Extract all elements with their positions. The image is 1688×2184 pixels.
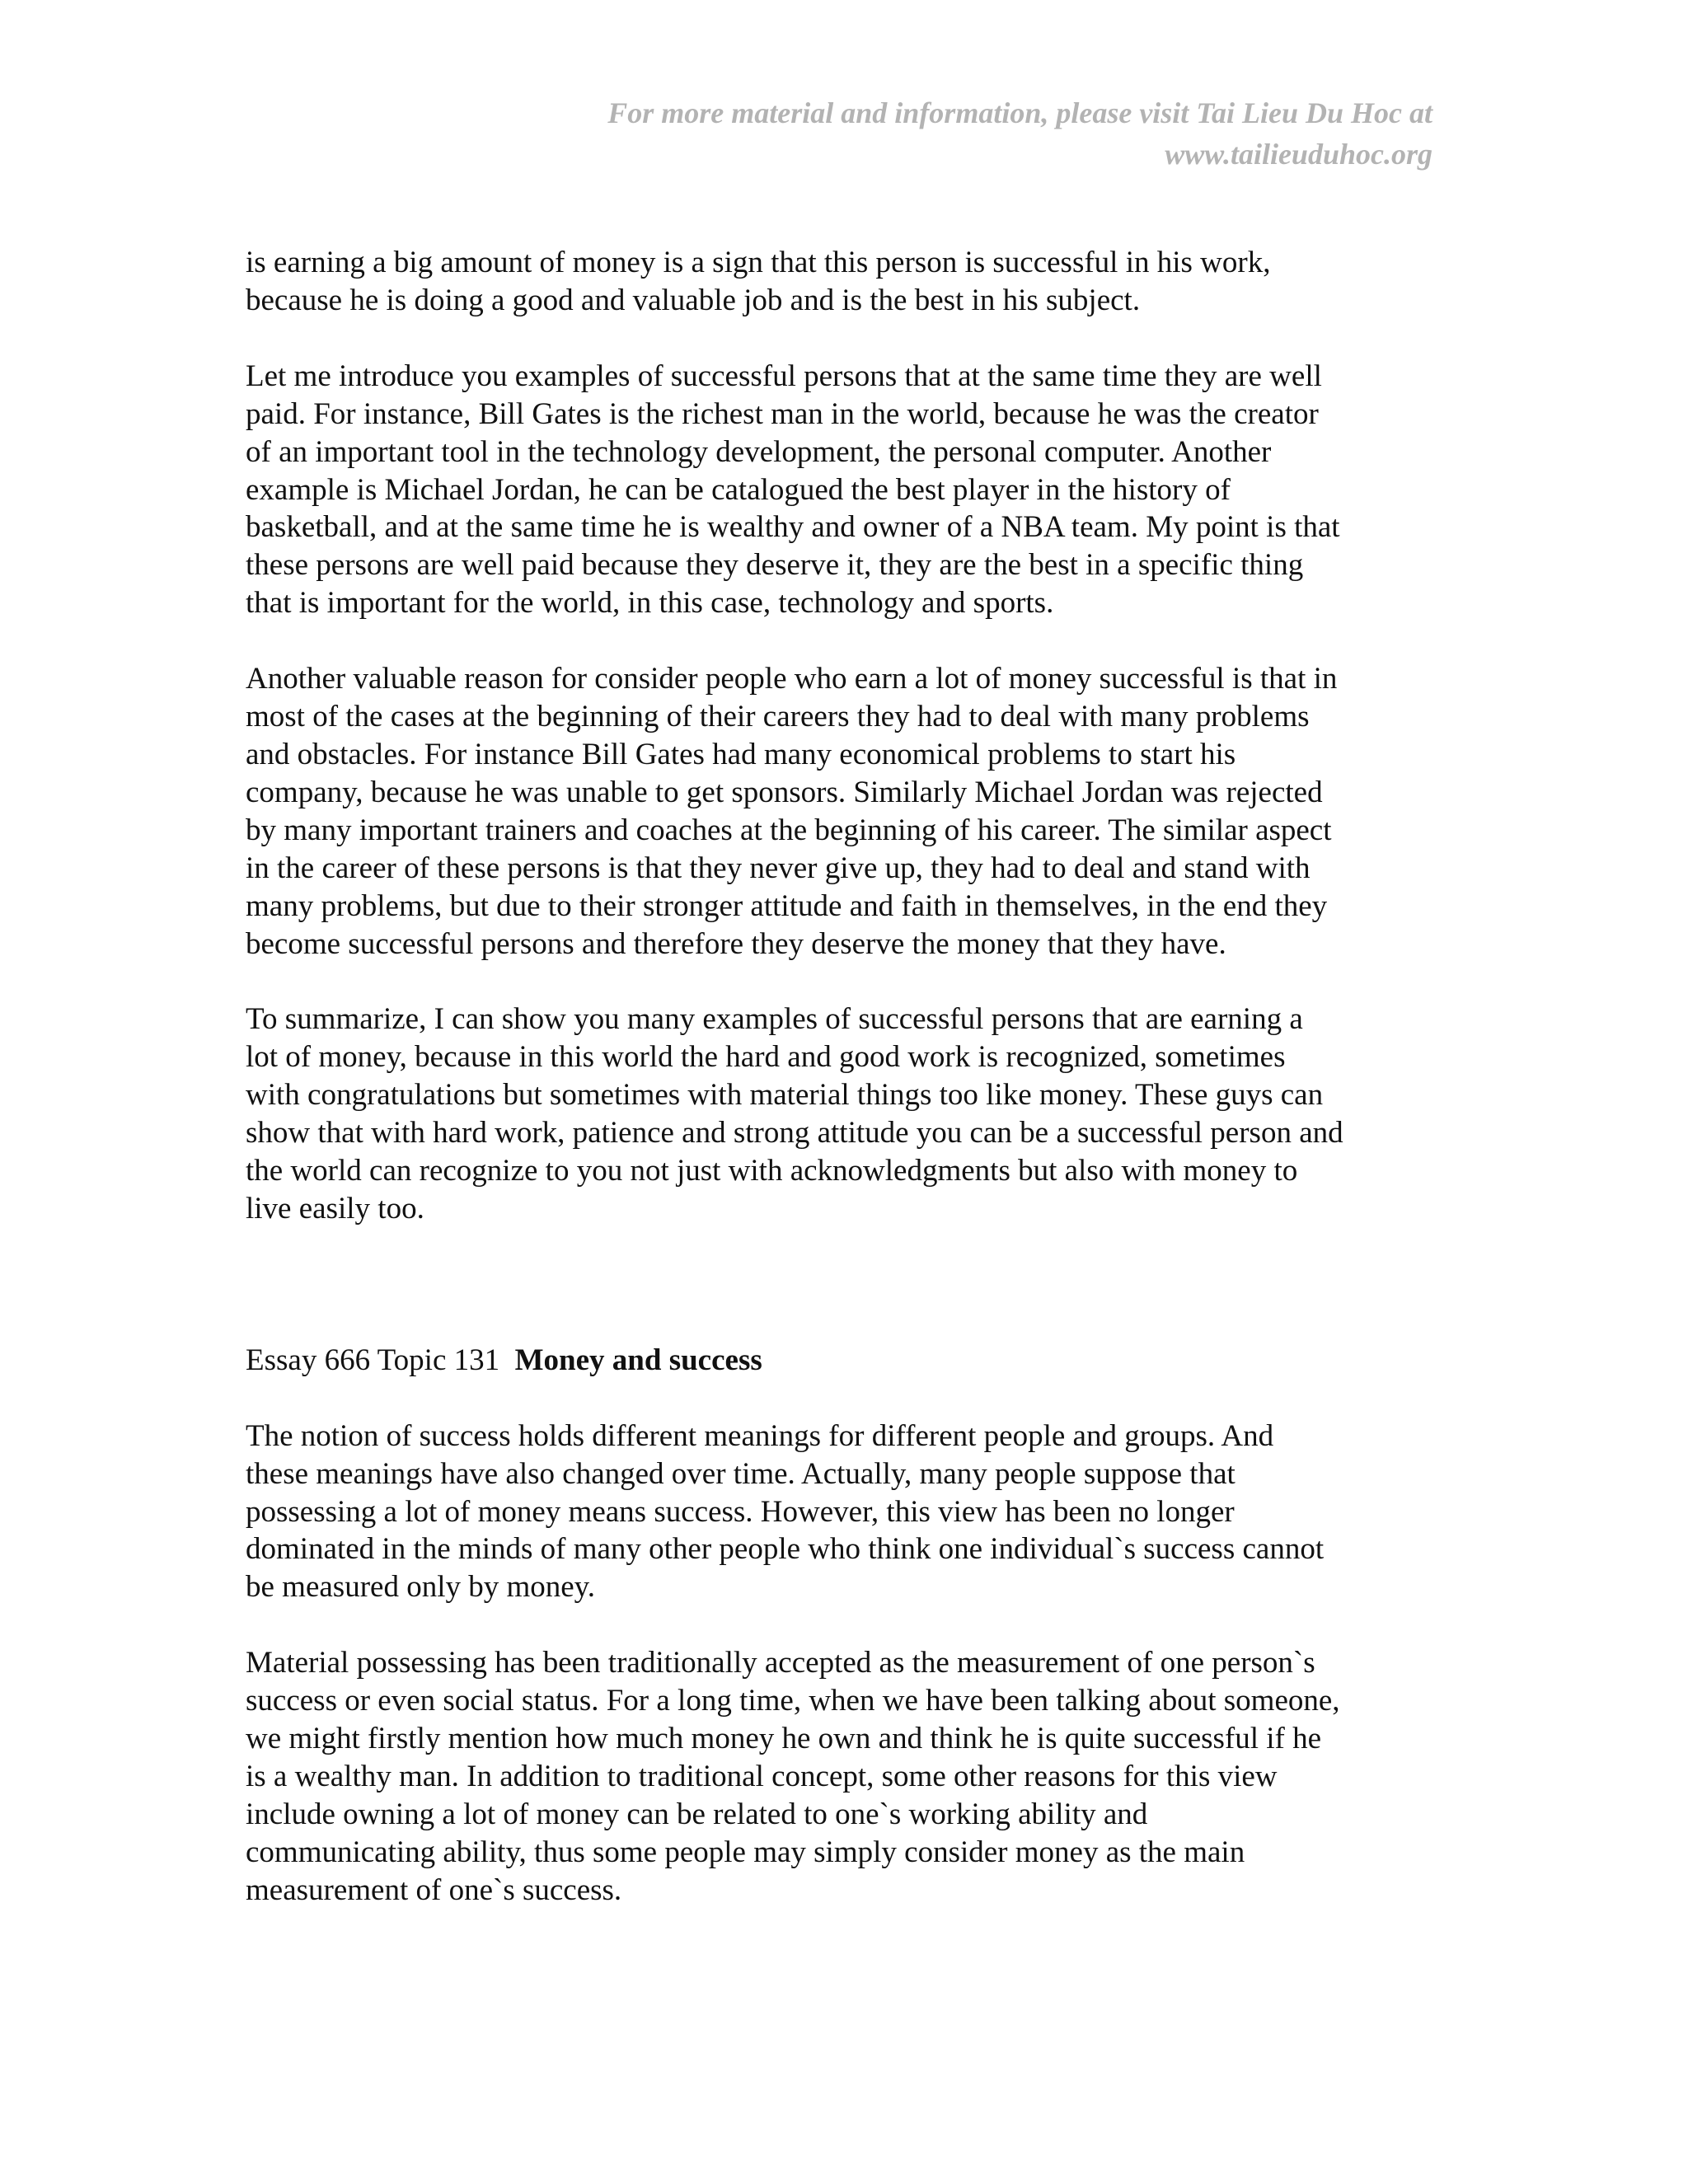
paragraph-5: The notion of success holds different meanings for different people and groups. And these meanings have also changed over time. Actually, many people suppose that possessing a lot of money means success. However, this view has been no longer dominated in the minds of many other people who think one individual`s success cannot be measured only by money. <box>246 1418 1325 1605</box>
paragraph-3: Another valuable reason for consider people who earn a lot of money successful is that in most of the cases at the beginning of their careers they had to deal with many problems and obstacles. For instance Bill Gates had many economical problems to start his company, because he was unable to get sponsors. Similarly Michael Jordan was rejected by many important trainers and coaches at the beginning of his career. The similar aspect in the career of these persons is that they never give up, they had to deal and stand with many problems, but due to their stronger attitude and faith in themselves, in the end they become successful persons and therefore they deserve the money that they have. <box>246 662 1338 961</box>
header-line-1: For more material and information, please visit Tai Lieu Du Hoc at <box>607 96 1432 129</box>
paragraph-gap <box>246 320 1449 358</box>
paragraph-1: is earning a big amount of money is a sign that this person is successful in his work, because he is doing a good and valuable job and is the best in his subject. <box>246 246 1271 317</box>
page-header <box>443 92 1432 175</box>
essay-heading-prefix: Essay 666 Topic 131 <box>246 1343 515 1377</box>
paragraph-6: Material possessing has been traditionally accepted as the measurement of one person`s success or even social status. For a long time, when we have been talking about someone, we might firstly mention how much money he own and think he is quite successful if he is a wealthy man. In addition to traditional concept, some other reasons for this view include owning a lot of money can be related to one`s working ability and communicating ability, thus some people may simply consider money as the main measurement of one`s success. <box>246 1646 1340 1907</box>
paragraph-2: Let me introduce you examples of successful persons that at the same time they are well paid. For instance, Bill Gates is the richest man in the world, because he was the creator of an important tool in the technology development, the personal computer. Another example is Michael Jordan, he can be catalogued the best player in the history of basketball, and at the same time he is wealthy and owner of a NBA team. My point is that these persons are well paid because they deserve it, they are the best in a specific thing that is important for the world, in this case, technology and sports. <box>246 359 1340 621</box>
essay-heading <box>246 1342 1449 1380</box>
header-line-2: www.tailieuduhoc.org <box>1165 138 1432 171</box>
document-body <box>246 244 1449 1910</box>
section-gap <box>246 1228 1449 1342</box>
paragraph-gap <box>246 963 1449 1001</box>
paragraph-gap <box>246 622 1449 660</box>
essay-heading-title: Money and success <box>514 1343 762 1377</box>
paragraph-gap <box>246 1606 1449 1644</box>
paragraph-4: To summarize, I can show you many examples of successful persons that are earning a lot of money, because in this world the hard and good work is recognized, sometimes with congratulations but sometimes with material things too like money. These guys can show that with hard work, patience and strong attitude you can be a successful person and the world can recognize to you not just with acknowledgments but also with money to live easily too. <box>246 1002 1343 1226</box>
paragraph-gap <box>246 1380 1449 1418</box>
